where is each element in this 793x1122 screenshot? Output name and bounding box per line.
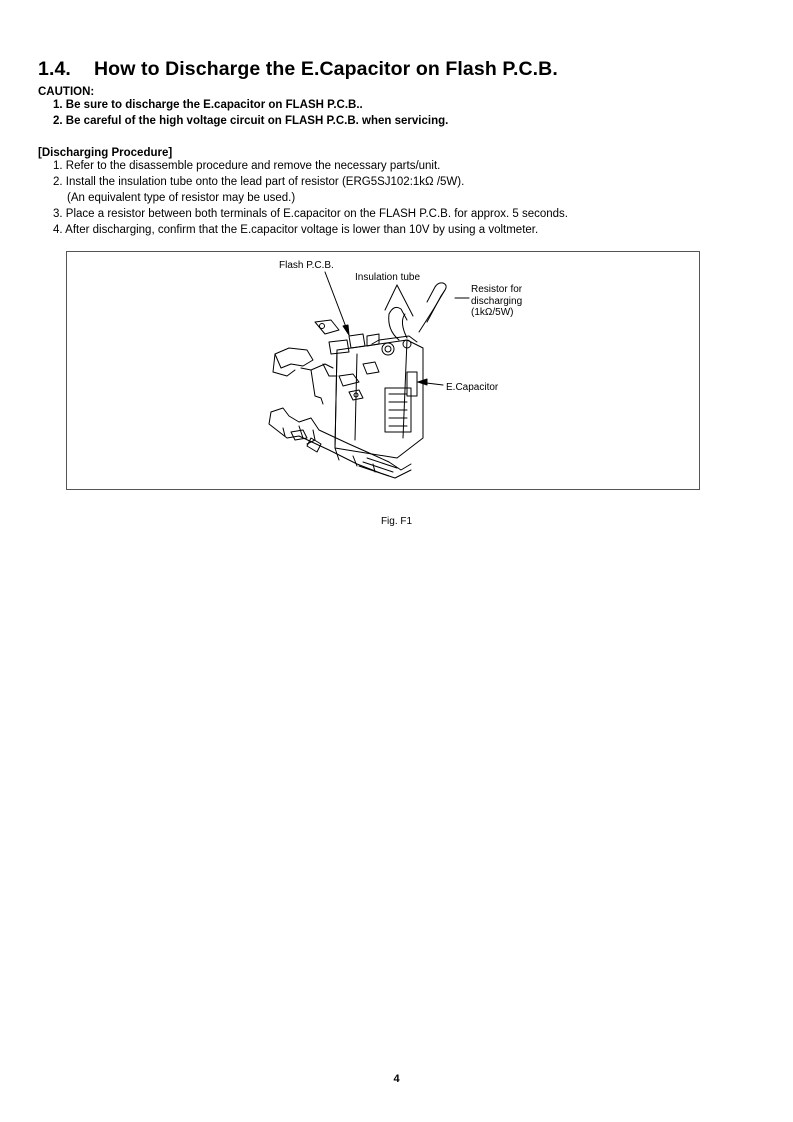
section-title-text: How to Discharge the E.Capacitor on Flash P.C.B. bbox=[94, 58, 558, 80]
caution-item: 2. Be careful of the high voltage circuit on FLASH P.C.B. when servicing. bbox=[53, 115, 449, 127]
section-number: 1.4. bbox=[38, 58, 71, 80]
caution-heading: CAUTION: bbox=[38, 86, 95, 98]
label-flash-pcb: Flash P.C.B. bbox=[279, 260, 334, 271]
page-number: 4 bbox=[393, 1073, 400, 1085]
label-resistor-line1: Resistor for bbox=[471, 284, 523, 295]
label-resistor-line3: (1kΩ/5W) bbox=[471, 307, 514, 318]
procedure-heading: [Discharging Procedure] bbox=[38, 147, 173, 159]
figure-frame bbox=[66, 251, 700, 490]
procedure-list bbox=[53, 158, 568, 238]
caution-list bbox=[53, 97, 448, 129]
procedure-step: 2. Install the insulation tube onto the lead part of resistor (ERG5SJ102:1kΩ /5W). bbox=[53, 176, 465, 188]
label-ecapacitor: E.Capacitor bbox=[446, 382, 499, 393]
caution-item: 1. Be sure to discharge the E.capacitor on FLASH P.C.B.. bbox=[53, 99, 363, 111]
label-resistor-line2: discharging bbox=[471, 296, 523, 307]
procedure-step: 4. After discharging, confirm that the E.capacitor voltage is lower than 10V by using a voltmeter. bbox=[53, 224, 539, 236]
flash-unit-illustration bbox=[67, 252, 699, 489]
figure-caption: Fig. F1 bbox=[380, 516, 413, 527]
procedure-step-note: (An equivalent type of resistor may be used.) bbox=[67, 192, 296, 204]
section-title bbox=[38, 58, 558, 81]
procedure-step: 3. Place a resistor between both terminals of E.capacitor on the FLASH P.C.B. for approx. 5 seconds. bbox=[53, 208, 569, 220]
label-insulation-tube: Insulation tube bbox=[355, 272, 421, 283]
procedure-step: 1. Refer to the disassemble procedure and remove the necessary parts/unit. bbox=[53, 160, 441, 172]
